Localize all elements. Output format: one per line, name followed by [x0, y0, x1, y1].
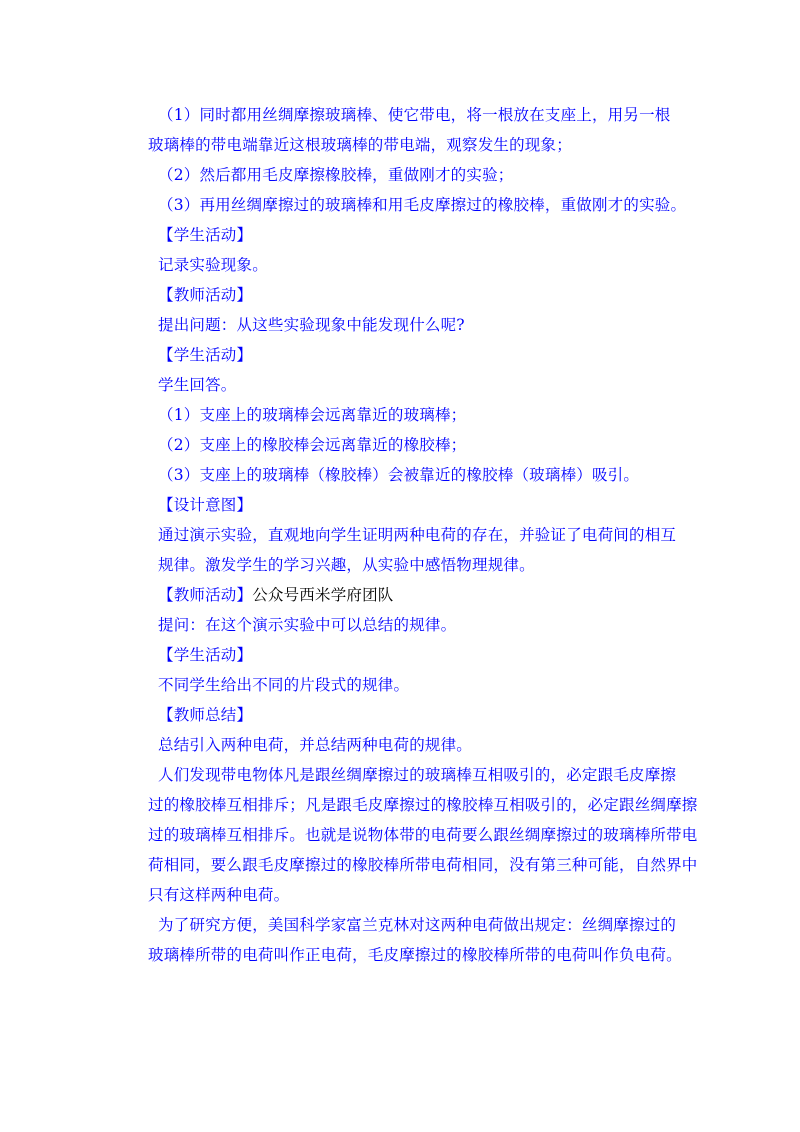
- summary-paragraph-line-2: 过的橡胶棒互相排斥；凡是跟毛皮摩擦过的橡胶棒互相吸引的，必定跟丝绸摩擦: [148, 796, 698, 814]
- answer-3-line: （3）支座上的玻璃棒（橡胶棒）会被靠近的橡胶棒（玻璃棒）吸引。: [158, 466, 640, 484]
- step-1-line-1: （1）同时都用丝绸摩擦玻璃棒、使它带电，将一根放在支座上，用另一根: [158, 106, 671, 124]
- section-heading-design-intent: 【设计意图】: [158, 496, 253, 514]
- section-heading-teacher-activity-1: 【教师活动】: [158, 286, 253, 304]
- document-body: [148, 100, 698, 970]
- franklin-paragraph-line-2: 玻璃棒所带的电荷叫作正电荷，毛皮摩擦过的橡胶棒所带的电荷叫作负电荷。: [148, 946, 682, 964]
- paragraph-summary-intro: 总结引入两种电荷，并总结两种电荷的规律。: [158, 736, 473, 754]
- section-heading-teacher-activity-2: 【教师活动】: [158, 586, 253, 604]
- design-intent-line-2: 规律。激发学生的学习兴趣，从实验中感悟物理规律。: [158, 556, 535, 574]
- summary-paragraph-line-3: 过的玻璃棒互相排斥。也就是说物体带的电荷要么跟丝绸摩擦过的玻璃棒所带电: [148, 826, 698, 844]
- answer-1-line: （1）支座上的玻璃棒会远离靠近的玻璃棒；: [158, 406, 467, 424]
- paragraph-question: 提出问题：从这些实验现象中能发现什么呢?: [158, 316, 465, 334]
- paragraph-record-observation: 记录实验现象。: [158, 256, 268, 274]
- paragraph-prompt: 提问：在这个演示实验中可以总结的规律。: [158, 616, 457, 634]
- step-3-line: （3）再用丝绸摩擦过的玻璃棒和用毛皮摩擦过的橡胶棒，重做刚才的实验。: [158, 196, 687, 214]
- design-intent-line-1: 通过演示实验，直观地向学生证明两种电荷的存在，并验证了电荷间的相互: [158, 526, 677, 544]
- section-heading-student-activity-3: 【学生活动】: [158, 646, 253, 664]
- paragraph-student-answer: 学生回答。: [158, 376, 237, 394]
- section-heading-teacher-summary: 【教师总结】: [158, 706, 253, 724]
- section-heading-student-activity-1: 【学生活动】: [158, 226, 253, 244]
- watermark-text: 公众号西米学府团队: [252, 586, 394, 604]
- summary-paragraph-line-1: 人们发现带电物体凡是跟丝绸摩擦过的玻璃棒互相吸引的，必定跟毛皮摩擦: [158, 766, 677, 784]
- step-1-line-2: 玻璃棒的带电端靠近这根玻璃棒的带电端，观察发生的现象；: [148, 136, 572, 154]
- summary-paragraph-line-4: 荷相同，要么跟毛皮摩擦过的橡胶棒所带电荷相同，没有第三种可能，自然界中: [148, 856, 698, 874]
- paragraph-student-rules: 不同学生给出不同的片段式的规律。: [158, 676, 410, 694]
- teacher-activity-row: [150, 580, 690, 610]
- section-heading-student-activity-2: 【学生活动】: [158, 346, 253, 364]
- step-2-line: （2）然后都用毛皮摩擦橡胶棒，重做刚才的实验；: [158, 166, 514, 184]
- answer-2-line: （2）支座上的橡胶棒会远离靠近的橡胶棒；: [158, 436, 467, 454]
- franklin-paragraph-line-1: 为了研究方便，美国科学家富兰克林对这两种电荷做出规定：丝绸摩擦过的: [158, 916, 677, 934]
- summary-paragraph-line-5: 只有这样两种电荷。: [148, 886, 290, 904]
